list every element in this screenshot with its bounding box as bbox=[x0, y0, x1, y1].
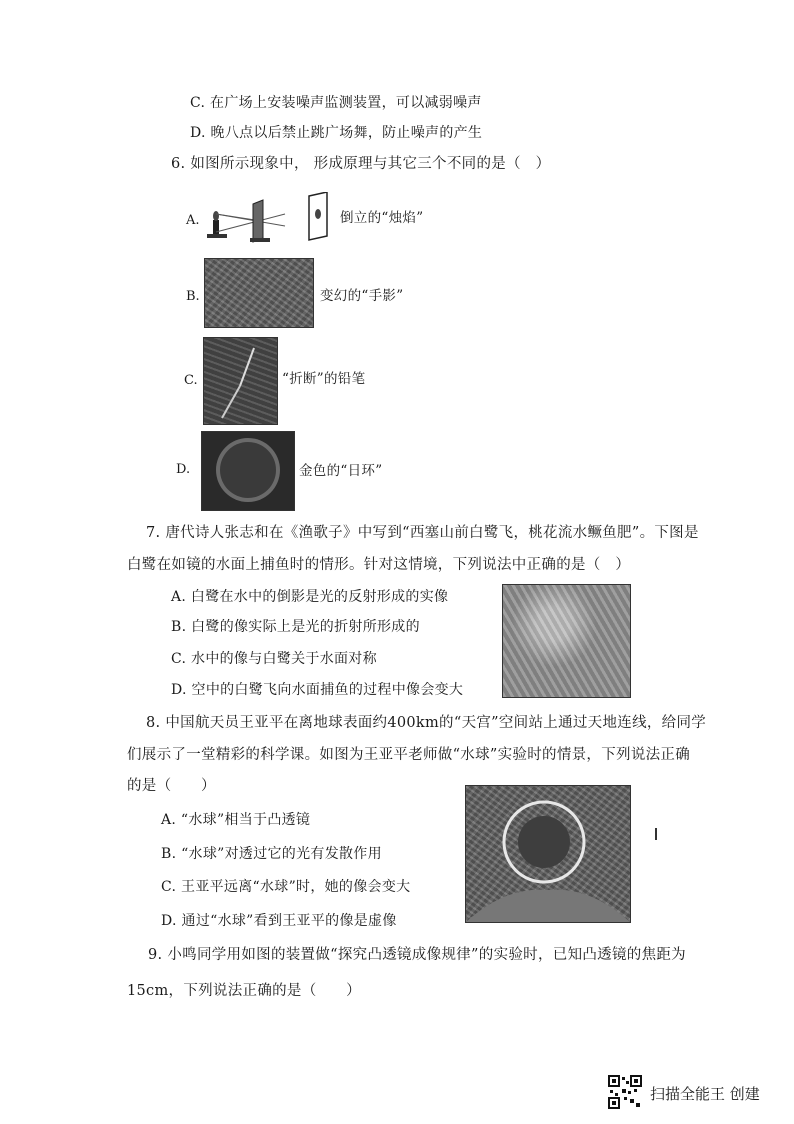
q6-option-d-caption: 金色的“日环” bbox=[299, 463, 383, 479]
annular-eclipse-photo bbox=[201, 431, 295, 511]
q6-option-c-letter: C. bbox=[184, 373, 198, 388]
q6-option-a-letter: A. bbox=[186, 213, 200, 228]
pencil-figure bbox=[204, 338, 277, 424]
q8-option-d: D. 通过“水球”看到王亚平的像是虚像 bbox=[161, 913, 397, 929]
pinhole-camera-figure bbox=[205, 192, 335, 244]
water-ball-photo bbox=[465, 785, 631, 923]
q7-option-c: C. 水中的像与白鹭关于水面对称 bbox=[171, 651, 377, 667]
q6-option-a-caption: 倒立的“烛焰” bbox=[340, 210, 424, 226]
q5-option-c: C. 在广场上安装噪声监测装置，可以减弱噪声 bbox=[190, 95, 482, 111]
q6-option-c-caption: “折断”的铅笔 bbox=[282, 371, 366, 387]
egret-reflection-photo bbox=[502, 584, 631, 698]
q6-option-b-caption: 变幻的“手影” bbox=[320, 288, 404, 304]
margin-mark bbox=[655, 828, 657, 840]
q6-stem: 6. 如图所示现象中， 形成原理与其它三个不同的是（ ） bbox=[171, 156, 551, 172]
q7-stem-line-2: 白鹭在如镜的水面上捕鱼时的情形。针对这情境，下列说法中正确的是（ ） bbox=[127, 557, 631, 573]
q8-option-a: A. “水球”相当于凸透镜 bbox=[161, 812, 311, 828]
qr-code-icon bbox=[608, 1075, 642, 1109]
q6-option-b-letter: B. bbox=[186, 289, 200, 304]
q8-stem-line-1: 8. 中国航天员王亚平在离地球表面约400km的“天宫”空间站上通过天地连线，给同学 bbox=[146, 715, 707, 731]
q9-stem-line-2: 15cm，下列说法正确的是（ ） bbox=[127, 983, 361, 999]
eclipse-figure bbox=[202, 432, 294, 510]
q8-stem-line-3: 的是（ ） bbox=[127, 778, 216, 794]
bent-pencil-photo bbox=[203, 337, 278, 425]
water-ball-figure bbox=[466, 786, 630, 922]
q7-option-d: D. 空中的白鹭飞向水面捕鱼的过程中像会变大 bbox=[171, 682, 464, 698]
q7-option-a: A. 白鹭在水中的倒影是光的反射形成的实像 bbox=[171, 589, 449, 605]
q8-stem-line-2: 们展示了一堂精彩的科学课。如图为王亚平老师做“水球”实验时的情景，下列说法正确 bbox=[127, 747, 691, 763]
q8-option-c: C. 王亚平远离“水球”时，她的像会变大 bbox=[161, 879, 411, 895]
hand-shadow-photo bbox=[204, 258, 314, 328]
q7-stem-line-1: 7. 唐代诗人张志和在《渔歌子》中写到“西塞山前白鹭飞，桃花流水鳜鱼肥”。下图是 bbox=[146, 525, 699, 541]
q8-option-b: B. “水球”对透过它的光有发散作用 bbox=[161, 846, 382, 862]
q5-option-d: D. 晚八点以后禁止跳广场舞，防止噪声的产生 bbox=[190, 125, 483, 141]
q6-option-d-letter: D. bbox=[176, 462, 191, 477]
scanner-watermark-text: 扫描全能王 创建 bbox=[650, 1085, 760, 1103]
q7-option-b: B. 白鹭的像实际上是光的折射所形成的 bbox=[171, 619, 420, 635]
q9-stem-line-1: 9. 小鸣同学用如图的装置做“探究凸透镜成像规律”的实验时，已知凸透镜的焦距为 bbox=[148, 947, 686, 963]
